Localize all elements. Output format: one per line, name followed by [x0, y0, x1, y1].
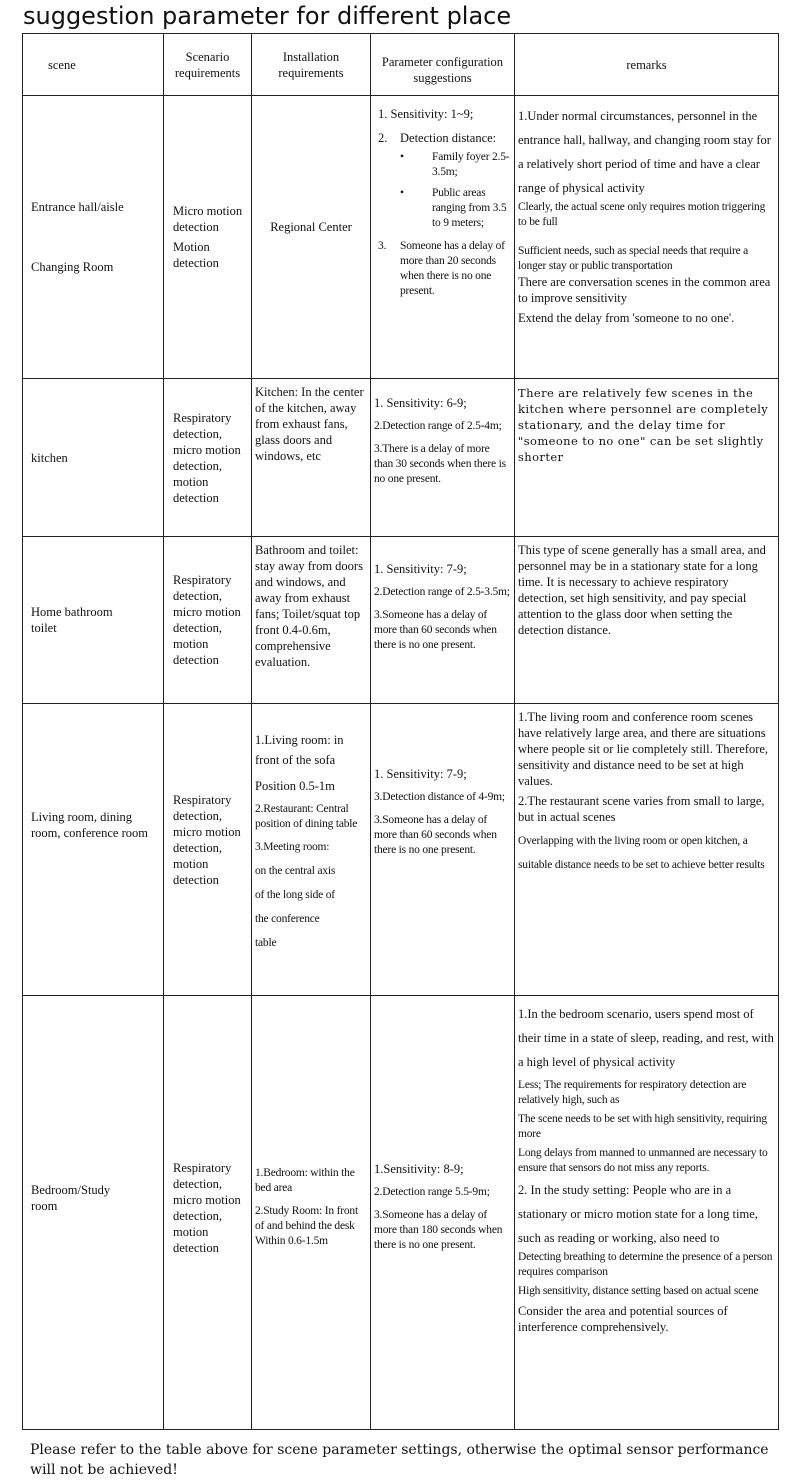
remarks-cell: This type of scene generally has a small area, and personnel may be in a stationary state for a long time. It is necessary to achieve respiratory detection, set high sensitivity, and pay special attention to the glass door when setting the detection distance.: [515, 537, 779, 704]
parameter-cell: 1. Sensitivity: 6-9; 2.Detection range of 2.5-4m; 3.There is a delay of more than 30 seconds when there is no one present.: [371, 379, 515, 537]
header-remarks: remarks: [515, 34, 779, 96]
list-item: • Public areas ranging from 3.5 to 9 meters;: [374, 186, 511, 231]
scenario-cell: Micro motion detection Motion detection: [164, 96, 252, 379]
parameter-cell: 1.Sensitivity: 8-9; 2.Detection range 5.5-9m; 3.Someone has a delay of more than 180 seconds when there is no one present.: [371, 996, 515, 1430]
table-row: [23, 996, 779, 1430]
remarks-cell: 1.Under normal circumstances, personnel in the entrance hall, hallway, and changing room stay for a relatively short period of time and have a clear range of physical activity Clearly, the actual scene only requires motion triggering to be full Sufficient needs, such as special needs that require a longer stay or public transportation There are conversation scenes in the common area to improve sensitivity Extend the delay from 'someone to no one'.: [515, 96, 779, 379]
page-title: suggestion parameter for different place: [23, 2, 512, 30]
scenario-cell: Respiratory detection, micro motion detection, motion detection: [164, 379, 252, 537]
installation-cell: Regional Center: [252, 96, 371, 379]
scene-cell: kitchen: [23, 379, 164, 537]
header-scenario-requirements: Scenario requirements: [164, 34, 252, 96]
table-row: [23, 704, 779, 996]
header-parameter-configuration: Parameter configuration suggestions: [371, 34, 515, 96]
scene-cell: Living room, dining room, conference room: [23, 704, 164, 996]
remarks-cell: 1.The living room and conference room scenes have relatively large area, and there are situations where people sit or lie completely still. Therefore, sensitivity and distance need to be set at high values. 2.The restaurant scene varies from small to large, but in actual scenes Overlapping with the living room or open kitchen, a suitable distance needs to be set to achieve better results: [515, 704, 779, 996]
scene-cell: Bedroom/Study room: [23, 996, 164, 1430]
installation-cell: Bathroom and toilet: stay away from doors and windows, and away from exhaust fans; Toilet/squat top front 0.4-0.6m, comprehensive evaluation.: [252, 537, 371, 704]
scene-cell: Entrance hall/aisle Changing Room: [23, 96, 164, 379]
scene-parameter-table: [22, 33, 779, 1430]
installation-cell: 1.Bedroom: within the bed area 2.Study Room: In front of and behind the desk Within 0.6-1.5m: [252, 996, 371, 1430]
scenario-cell: Respiratory detection, micro motion detection, motion detection: [164, 704, 252, 996]
installation-cell: Kitchen: In the center of the kitchen, away from exhaust fans, glass doors and windows, etc: [252, 379, 371, 537]
scenario-cell: Respiratory detection, micro motion detection, motion detection: [164, 537, 252, 704]
parameter-cell: 1. Sensitivity: 7-9; 2.Detection range of 2.5-3.5m; 3.Someone has a delay of more than 60 seconds when there is no one present.: [371, 537, 515, 704]
remarks-cell: 1.In the bedroom scenario, users spend most of their time in a state of sleep, reading, and rest, with a high level of physical activity Less; The requirements for respiratory detection are relatively high, such as The scene needs to be set with high sensitivity, requiring more Long delays from manned to unmanned are necessary to ensure that sensors do not miss any reports. 2. In the study setting: People who are in a stationary or micro motion state for a long time, such as reading or working, also need to Detecting breathing to determine the presence of a person requires comparison High sensitivity, distance setting based on actual scene Consider the area and potential sources of interference comprehensively.: [515, 996, 779, 1430]
header-installation-requirements: Installation requirements: [252, 34, 371, 96]
scenario-cell: Respiratory detection, micro motion detection, motion detection: [164, 996, 252, 1430]
table-row: [23, 379, 779, 537]
remarks-cell: There are relatively few scenes in the kitchen where personnel are completely stationary, and the delay time for "someone to no one" can be set slightly shorter: [515, 379, 779, 537]
table-row: [23, 537, 779, 704]
table-row: [23, 96, 779, 379]
footer-note: Please refer to the table above for scene parameter settings, otherwise the optimal sensor performance will not be achieved!: [30, 1442, 769, 1478]
installation-cell: 1.Living room: in front of the sofa Position 0.5-1m 2.Restaurant: Central position of dining table 3.Meeting room: on the central axis of the long side of the conference table: [252, 704, 371, 996]
scene-cell: Home bathroom toilet: [23, 537, 164, 704]
table-header-row: [23, 34, 779, 96]
parameter-cell: 1. Sensitivity: 7-9; 3.Detection distance of 4-9m; 3.Someone has a delay of more than 60 seconds when there is no one present.: [371, 704, 515, 996]
header-scene: scene: [23, 34, 164, 96]
list-item: • Family foyer 2.5-3.5m;: [374, 150, 511, 180]
parameter-cell: 1. Sensitivity: 1~9; 2. Detection distance: • Family foyer 2.5-3.5m; • Public areas ranging from 3.5 to 9 meters; 3. Someone has a delay of more than 20 seconds when there is no one present.: [371, 96, 515, 379]
